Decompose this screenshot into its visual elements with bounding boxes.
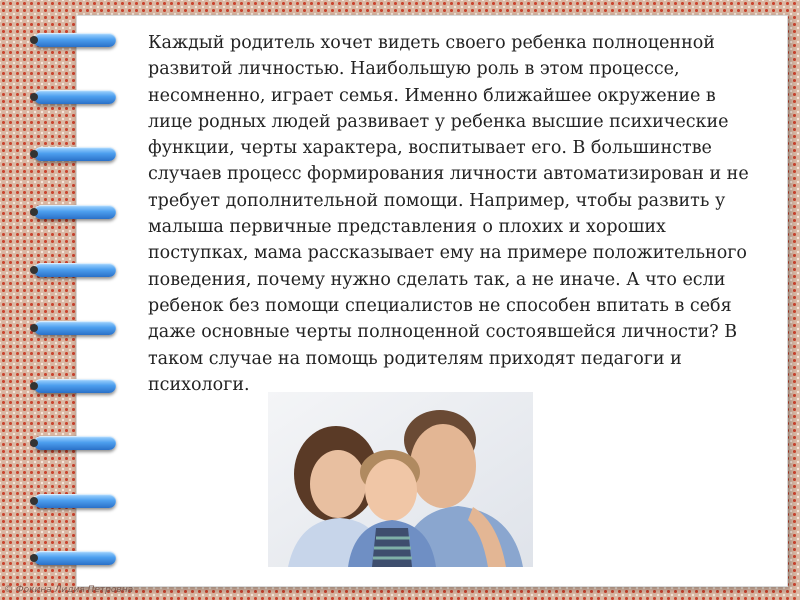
binding-ring — [34, 551, 116, 565]
binding-ring — [34, 33, 116, 47]
author-watermark: © Фокина Лидия Петровна — [4, 585, 134, 595]
binding-ring — [34, 205, 116, 219]
family-photo-illustration — [268, 392, 533, 567]
spiral-binding — [0, 0, 160, 600]
family-photo — [268, 392, 533, 567]
binding-ring — [34, 379, 116, 393]
binding-ring — [34, 90, 116, 104]
binding-ring — [34, 263, 116, 277]
binding-ring — [34, 494, 116, 508]
binding-ring — [34, 147, 116, 161]
body-paragraph: Каждый родитель хочет видеть своего ребенка полноценной развитой личностью. Наибольшую роль в этом процессе, несомненно, играет семья. Именно ближайшее окружение в лице родных людей развивает у ребенка высшие психические функции, черты характера, воспитывает его. В большинстве случаев процесс формирования личности автоматизирован и не требует дополнительной помощи. Например, чтобы развить у малыша первичные представления о плохих и хороших поступках, мама рассказывает ему на примере положительного поведения, почему нужно сделать так, а не иначе. А что если ребенок без помощи специалистов не способен впитать в себя даже основные черты полноценной состоявшейся личности? В таком случае на помощь родителям приходят педагоги и психологи. — [148, 33, 749, 395]
binding-ring — [34, 436, 116, 450]
binding-ring — [34, 321, 116, 335]
